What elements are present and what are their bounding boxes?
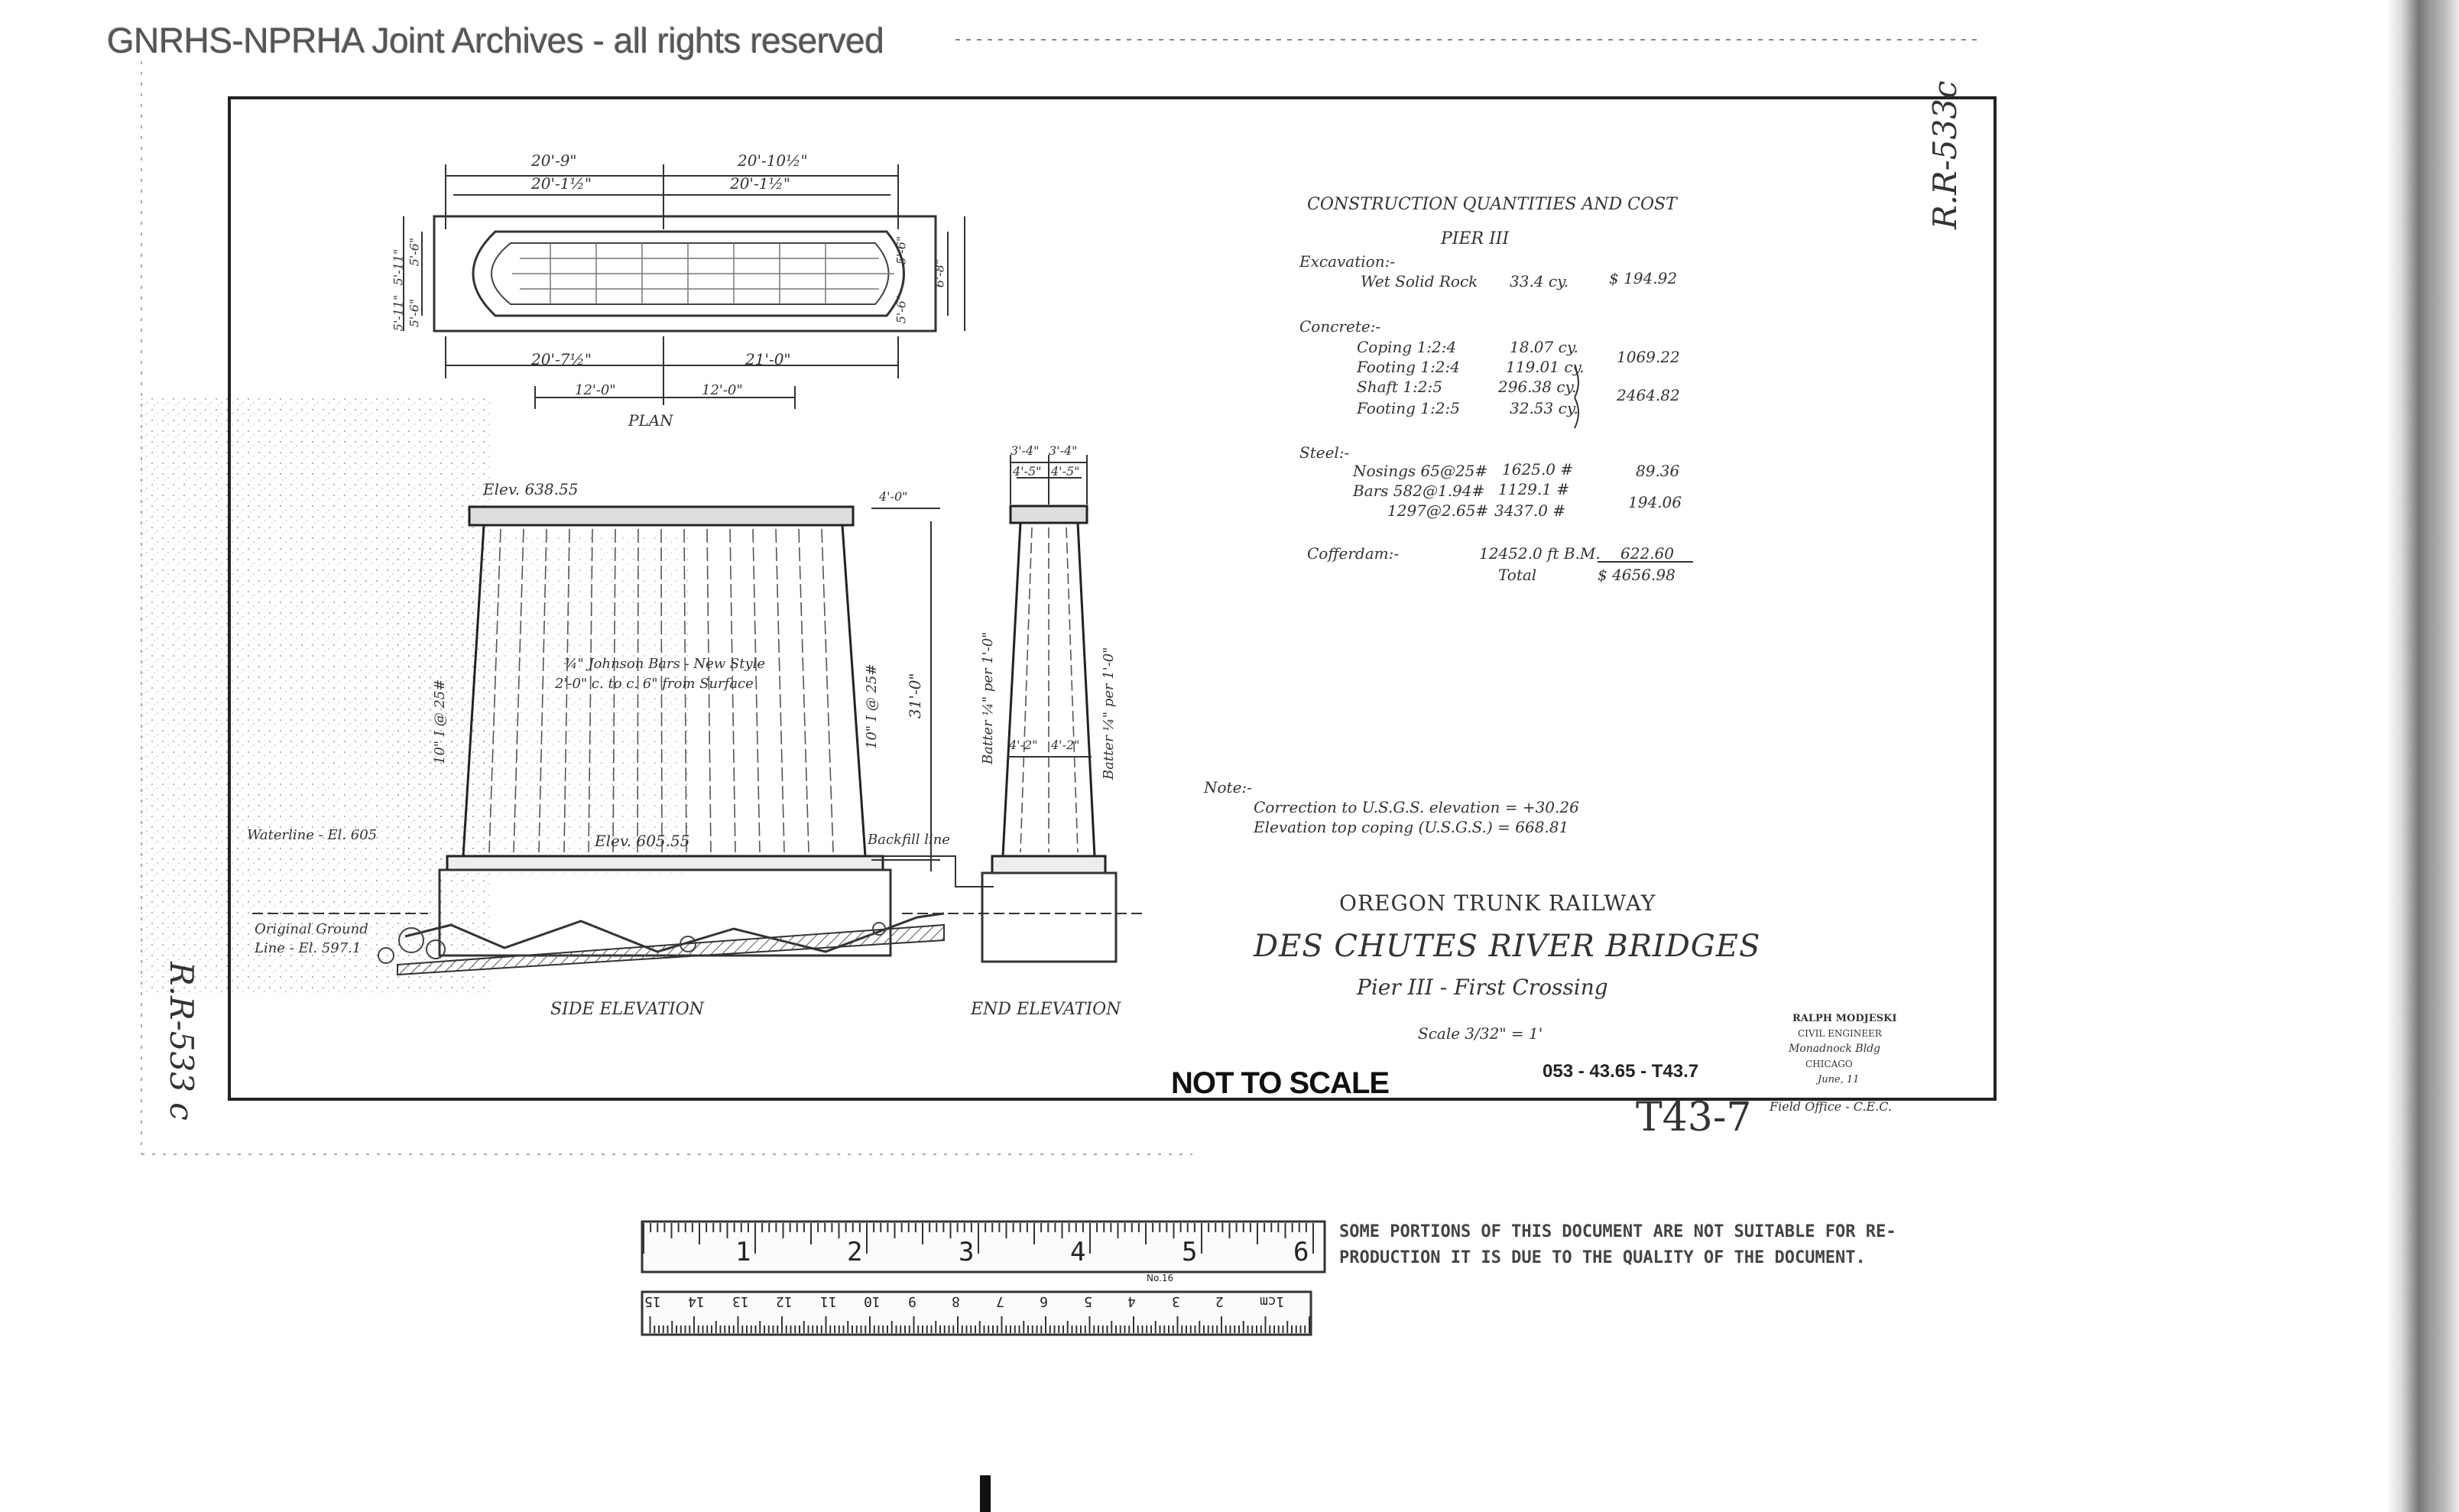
ruler-cm-label: 10 xyxy=(864,1293,881,1309)
steel-item: Bars 582@1.94# xyxy=(1353,482,1485,500)
ruler-cm-label: 8 xyxy=(952,1293,960,1309)
ruler-inch-label: 2 xyxy=(847,1237,863,1267)
side-elevation-label: SIDE ELEVATION xyxy=(550,1000,704,1019)
note-label: Note:- xyxy=(1204,778,1252,797)
steel-item: 1297@2.65# xyxy=(1387,501,1489,520)
height-dim: 31'-0" xyxy=(906,673,924,719)
total-value: $ 4656.98 xyxy=(1598,566,1676,584)
top-dim: 4'-0" xyxy=(879,489,908,504)
plan-dim: 21'-0" xyxy=(745,350,791,368)
ruler-inch-label: 6 xyxy=(1293,1237,1309,1267)
total-label: Total xyxy=(1498,566,1537,584)
drawing-id-left: R.R-533 c xyxy=(163,962,200,1121)
ground-label: Line - El. 597.1 xyxy=(255,940,362,956)
ruler-cm-label: 6 xyxy=(1040,1293,1048,1309)
plan-dim: 5'-11" xyxy=(391,294,406,332)
bars-note: ¾" Johnson Bars - New Style xyxy=(564,656,766,672)
drawing-scale: Scale 3/32" = 1' xyxy=(1418,1024,1543,1043)
quantities-title: CONSTRUCTION QUANTITIES AND COST xyxy=(1307,195,1677,214)
steel-label: Steel:- xyxy=(1299,443,1350,462)
quantities-subtitle: PIER III xyxy=(1441,229,1510,248)
end-dim: 3'-4" xyxy=(1011,443,1040,458)
elev-bottom: Elev. 605.55 xyxy=(595,832,690,850)
concrete-cost: 1069.22 xyxy=(1617,348,1680,366)
concrete-item: Shaft 1:2:5 xyxy=(1357,378,1442,396)
plan-dim: 12'-0" xyxy=(575,382,616,398)
ruler-cm-label: 3 xyxy=(1171,1293,1180,1309)
ruler-cm-label: 2 xyxy=(1215,1293,1224,1309)
steel-qty: 1129.1 # xyxy=(1498,480,1570,498)
scan-page-edge xyxy=(2386,0,2459,1512)
ruler-cm-label: 9 xyxy=(907,1293,916,1309)
drawing-title: DES CHUTES RIVER BRIDGES xyxy=(1254,929,1761,964)
plan-dim: 5'-6" xyxy=(407,237,422,267)
elev-top: Elev. 638.55 xyxy=(483,480,579,498)
ruler-cm-label: 1cm xyxy=(1259,1293,1285,1309)
plan-dim: 6'-8" xyxy=(932,258,947,288)
concrete-qty: 119.01 cy. xyxy=(1506,358,1585,376)
excavation-item: Wet Solid Rock xyxy=(1361,272,1478,290)
concrete-qty: 32.53 cy. xyxy=(1510,399,1578,417)
bars-note: 2'-0" c. to c. 6" from Surface xyxy=(555,676,754,692)
backfill-label: Backfill line xyxy=(868,832,950,848)
plan-dim: 12'-0" xyxy=(702,382,743,398)
ruler-inch-label: 4 xyxy=(1070,1237,1086,1267)
concrete-item: Footing 1:2:4 xyxy=(1357,358,1460,376)
plan-dim: 20'-10½" xyxy=(738,151,808,170)
handwritten-number: T43-7 xyxy=(1636,1095,1752,1140)
end-dim: 4'-5" xyxy=(1051,464,1080,479)
concrete-item: Coping 1:2:4 xyxy=(1357,338,1457,356)
excavation-label: Excavation:- xyxy=(1299,252,1396,271)
steel-qty: 3437.0 # xyxy=(1494,501,1566,520)
end-elevation-label: END ELEVATION xyxy=(971,1000,1121,1019)
plan-dim: 5'-6" xyxy=(407,298,422,328)
cofferdam-cost: 622.60 xyxy=(1620,544,1674,563)
concrete-qty: 18.07 cy. xyxy=(1510,338,1578,356)
archive-watermark: GNRHS-NPRHA Joint Archives - all rights reserved xyxy=(107,21,884,60)
steel-item: Nosings 65@25# xyxy=(1353,462,1488,480)
engineer-line: Monadnock Bldg xyxy=(1789,1043,1880,1055)
plan-dim: 20'-1½" xyxy=(531,174,592,193)
ruler-cm-label: 14 xyxy=(688,1293,705,1309)
ruler-inch-label: 1 xyxy=(735,1237,751,1267)
reproduction-notice xyxy=(1339,1219,1896,1271)
engineer-line: June, 11 xyxy=(1818,1074,1860,1085)
drawing-number: 053 - 43.65 - T43.7 xyxy=(1543,1061,1699,1082)
ruler-maker: No.16 xyxy=(1147,1273,1174,1283)
note-line: Correction to U.S.G.S. elevation = +30.26 xyxy=(1254,798,1579,816)
end-dim: 4'-5" xyxy=(1013,464,1042,479)
plan-dim: 20'-9" xyxy=(531,151,577,170)
not-to-scale-stamp: NOT TO SCALE xyxy=(1171,1066,1390,1100)
plan-dim: 20'-7½" xyxy=(531,350,592,368)
drawing-subtitle: Pier III - First Crossing xyxy=(1357,975,1608,1000)
steel-qty: 1625.0 # xyxy=(1502,460,1574,479)
steel-cost: 194.06 xyxy=(1628,493,1682,511)
ruler-cm-label: 11 xyxy=(819,1293,837,1309)
plan-dim: 5'-11" xyxy=(391,248,406,286)
cofferdam-qty: 12452.0 ft B.M. xyxy=(1479,544,1601,563)
engineer-line: CIVIL ENGINEER xyxy=(1798,1028,1882,1039)
notice-line: SOME PORTIONS OF THIS DOCUMENT ARE NOT SUITABLE FOR RE- xyxy=(1339,1222,1896,1241)
steel-cost: 89.36 xyxy=(1636,462,1680,480)
note-line: Elevation top coping (U.S.G.S.) = 668.81 xyxy=(1254,818,1569,836)
ruler-inch-label: 3 xyxy=(959,1237,975,1267)
ruler-cm-label: 12 xyxy=(776,1293,793,1309)
ruler-cm-label: 4 xyxy=(1127,1293,1136,1309)
ruler-cm-label: 15 xyxy=(644,1293,661,1309)
ruler-cm-label: 5 xyxy=(1083,1293,1092,1309)
ruler-cm-label: 7 xyxy=(995,1293,1004,1309)
ruler-cm-label: 13 xyxy=(732,1293,749,1309)
plan-dim: 5'-6" xyxy=(894,235,909,265)
ruler-inch-label: 5 xyxy=(1182,1237,1198,1267)
cofferdam-label: Cofferdam:- xyxy=(1307,544,1400,563)
end-dim: 4'-2" xyxy=(1051,738,1080,752)
excavation-cost: $ 194.92 xyxy=(1609,269,1678,287)
field-office: Field Office - C.E.C. xyxy=(1770,1099,1892,1114)
waterline-label: Waterline - El. 605 xyxy=(247,827,378,843)
plan-dim: 5'-6" xyxy=(894,294,909,324)
batter-left: Batter ¼" per 1'-0" xyxy=(980,631,996,764)
mid-dim: 10" I @ 25# xyxy=(864,664,880,749)
batter-right: Batter ¼" per 1'-0" xyxy=(1101,647,1117,780)
concrete-cost: 2464.82 xyxy=(1617,386,1680,404)
concrete-qty: 296.38 cy. xyxy=(1498,378,1577,396)
plan-label: PLAN xyxy=(628,411,673,430)
company-name: OREGON TRUNK RAILWAY xyxy=(1339,891,1656,916)
left-dim: 10" I @ 25# xyxy=(432,679,448,764)
engineer-line: RALPH MODJESKI xyxy=(1792,1013,1897,1024)
concrete-label: Concrete:- xyxy=(1299,317,1381,336)
concrete-item: Footing 1:2:5 xyxy=(1357,399,1460,417)
notice-line: PRODUCTION IT IS DUE TO THE QUALITY OF THE DOCUMENT. xyxy=(1339,1248,1866,1267)
ground-label: Original Ground xyxy=(255,921,368,937)
plan-dim: 20'-1½" xyxy=(730,174,791,193)
end-dim: 4'-2" xyxy=(1009,738,1038,752)
drawing-id-top-right: R.R-533c xyxy=(1926,80,1964,229)
engineer-line: CHICAGO xyxy=(1805,1059,1853,1069)
excavation-qty: 33.4 cy. xyxy=(1510,272,1569,290)
end-dim: 3'-4" xyxy=(1049,443,1078,458)
